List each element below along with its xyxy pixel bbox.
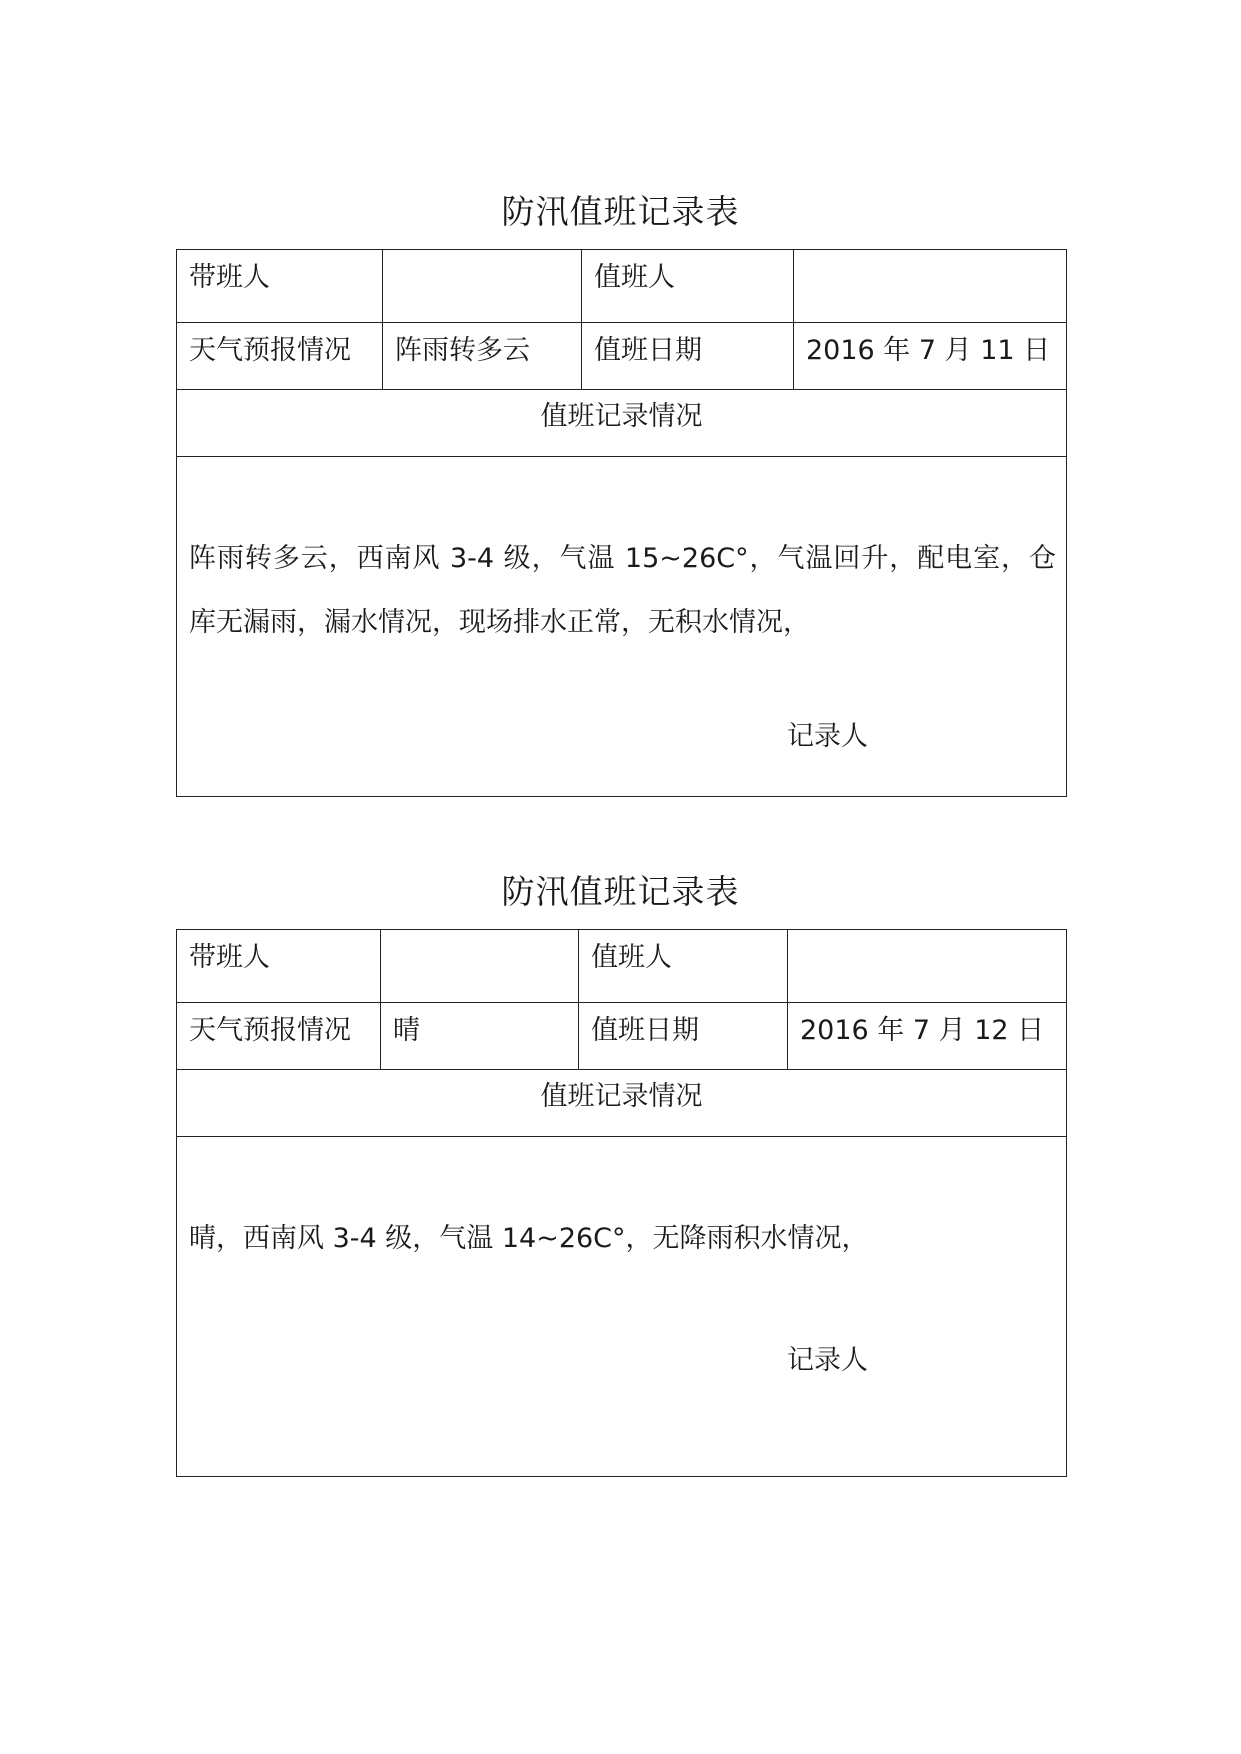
leader-label: 带班人 <box>177 250 383 323</box>
record-section-header: 值班记录情况 <box>177 1070 1067 1137</box>
duty-record-table <box>176 249 1067 797</box>
record-text: 阵雨转多云，西南风 3-4 级，气温 15~26C°，气温回升，配电室，仓库无漏雨，漏水情况，现场排水正常，无积水情况， <box>189 543 1056 638</box>
record-body-cell <box>177 457 1067 797</box>
table-row <box>177 1003 1067 1070</box>
sheet-title: 防汛值班记录表 <box>501 192 740 231</box>
table-row <box>177 1137 1067 1477</box>
leader-value <box>383 250 582 323</box>
duty-date-label: 值班日期 <box>582 323 794 390</box>
duty-date-value: 2016 年 7 月 12 日 <box>788 1003 1067 1070</box>
record-text: 晴，西南风 3-4 级，气温 14~26C°，无降雨积水情况， <box>189 1223 869 1254</box>
record-section-header: 值班记录情况 <box>177 390 1067 457</box>
duty-person-label: 值班人 <box>582 250 794 323</box>
table-row <box>177 250 1067 323</box>
recorder-label: 记录人 <box>787 1345 868 1376</box>
table-row <box>177 930 1067 1003</box>
table-row <box>177 457 1067 797</box>
weather-forecast-value: 阵雨转多云 <box>383 323 582 390</box>
duty-person-value <box>788 930 1067 1003</box>
duty-date-label: 值班日期 <box>579 1003 788 1070</box>
record-body-cell <box>177 1137 1067 1477</box>
table-row <box>177 390 1067 457</box>
leader-value <box>381 930 579 1003</box>
leader-label: 带班人 <box>177 930 381 1003</box>
duty-person-value <box>794 250 1067 323</box>
recorder-label: 记录人 <box>787 721 868 752</box>
weather-forecast-value: 晴 <box>381 1003 579 1070</box>
duty-person-label: 值班人 <box>579 930 788 1003</box>
weather-forecast-label: 天气预报情况 <box>177 1003 381 1070</box>
duty-date-value: 2016 年 7 月 11 日 <box>794 323 1067 390</box>
sheet-title: 防汛值班记录表 <box>501 872 740 911</box>
weather-forecast-label: 天气预报情况 <box>177 323 383 390</box>
duty-record-table <box>176 929 1067 1477</box>
table-row <box>177 323 1067 390</box>
table-row <box>177 1070 1067 1137</box>
